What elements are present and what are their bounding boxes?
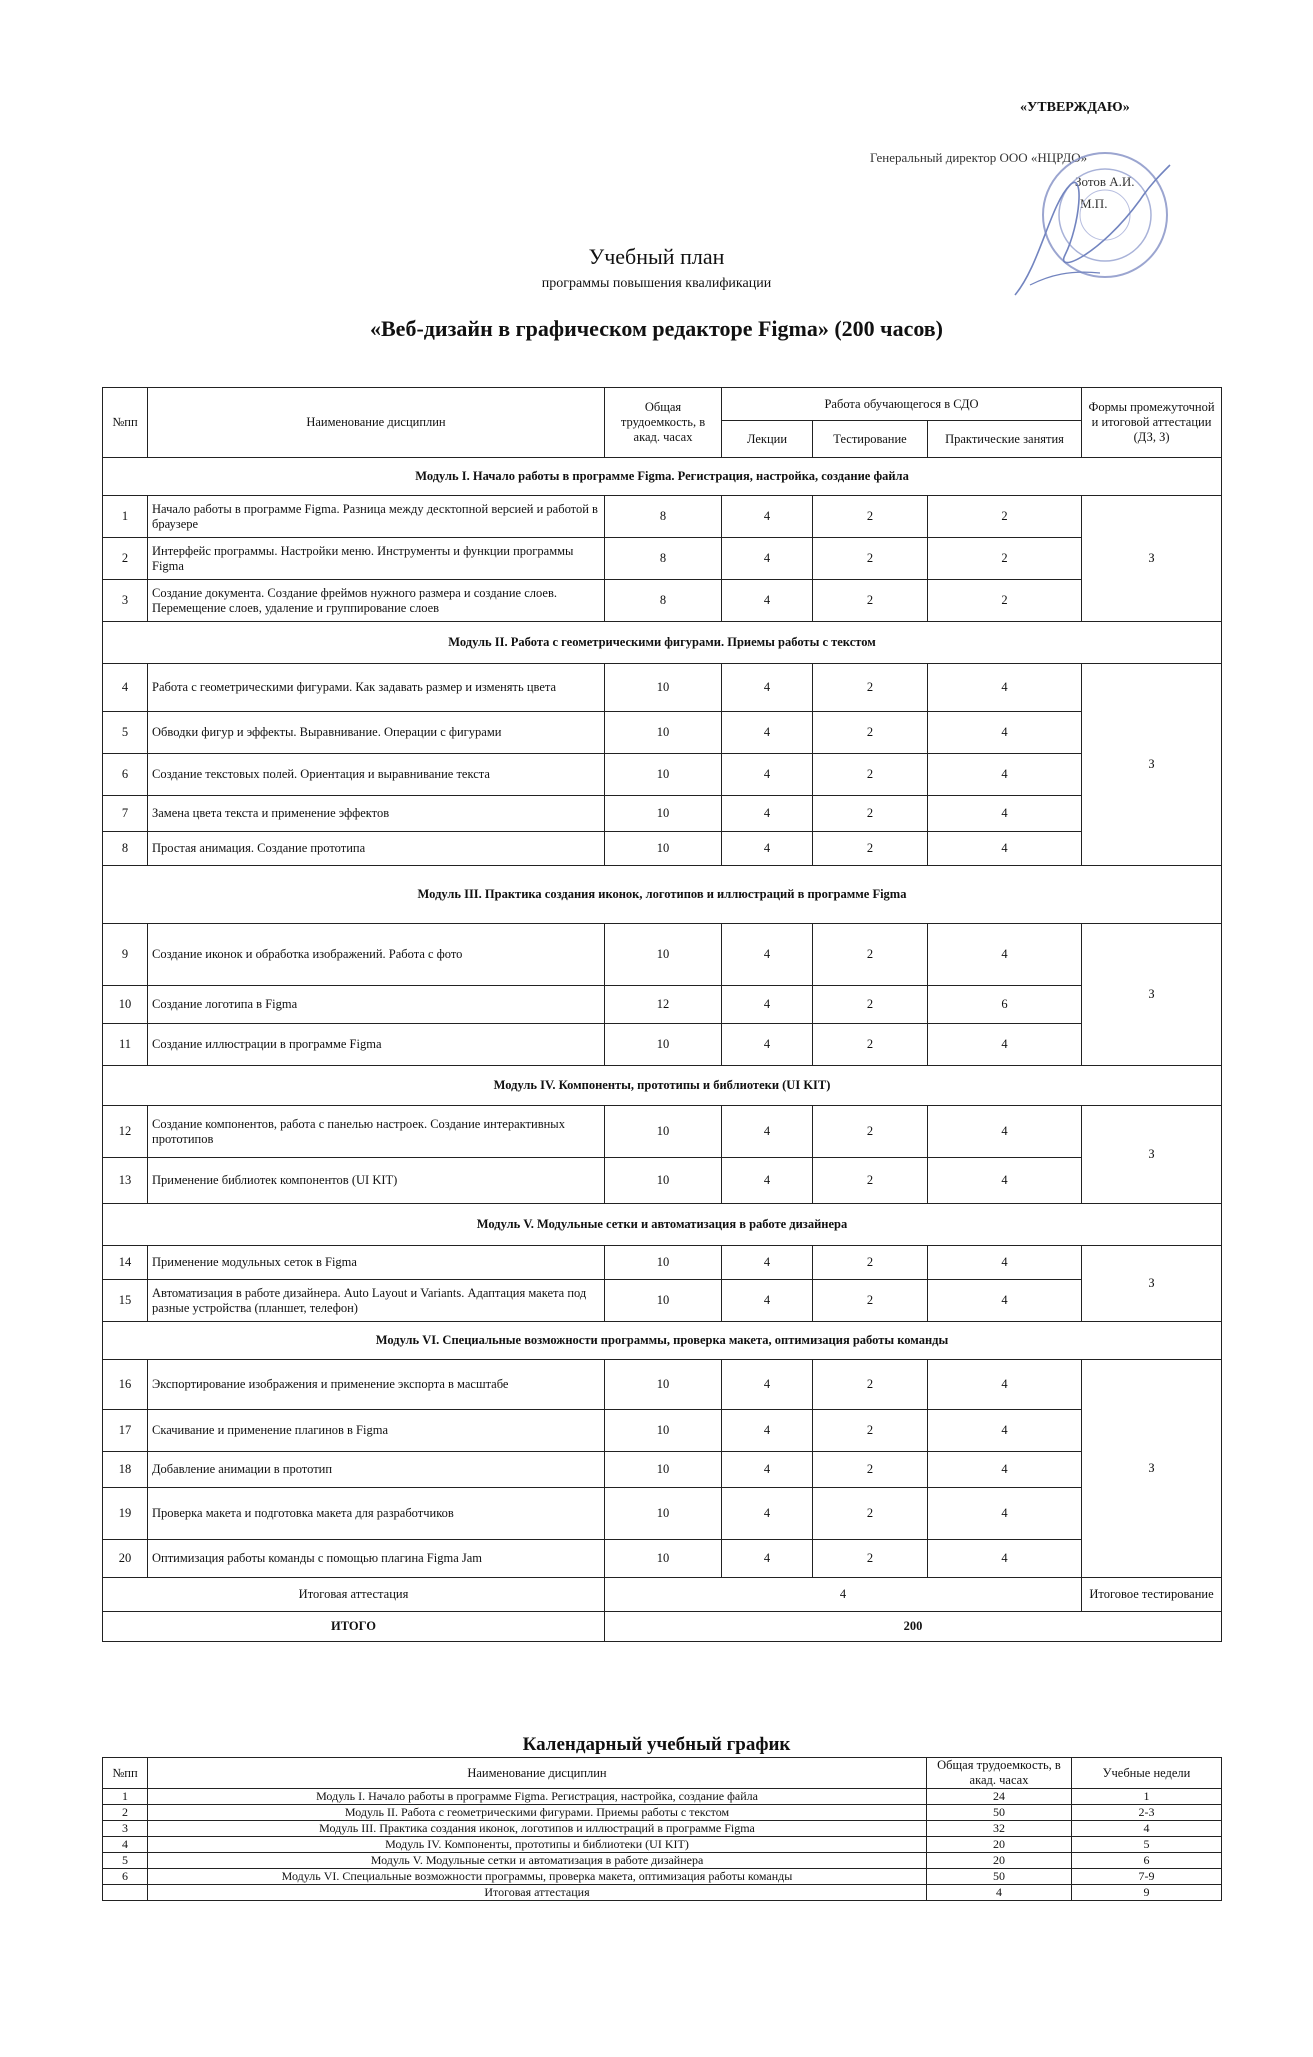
cal-header-weeks: Учебные недели xyxy=(1072,1758,1222,1789)
module-title: Модуль V. Модульные сетки и автоматизация в работе дизайнера xyxy=(103,1204,1222,1246)
cal-weeks: 6 xyxy=(1072,1853,1222,1869)
discipline-name: Экспортирование изображения и применение экспорта в масштабе xyxy=(148,1360,605,1410)
total-hours: 10 xyxy=(605,924,722,986)
lecture-hours: 4 xyxy=(722,832,813,866)
cal-weeks: 9 xyxy=(1072,1885,1222,1901)
lecture-hours: 4 xyxy=(722,986,813,1024)
row-number: 2 xyxy=(103,538,148,580)
cal-weeks: 2-3 xyxy=(1072,1805,1222,1821)
lecture-hours: 4 xyxy=(722,538,813,580)
testing-hours: 2 xyxy=(813,664,928,712)
final-attestation-hours: 4 xyxy=(605,1578,1082,1612)
cal-weeks: 5 xyxy=(1072,1837,1222,1853)
cal-row-number: 3 xyxy=(103,1821,148,1837)
plan-header-work: Работа обучающегося в СДО xyxy=(722,388,1082,421)
document-title: Учебный план xyxy=(588,244,725,269)
plan-header-lectures: Лекции xyxy=(722,421,813,458)
table-row xyxy=(103,1410,1222,1452)
testing-hours: 2 xyxy=(813,1280,928,1322)
attestation-form: З xyxy=(1082,1106,1222,1204)
plan-header-practice: Практические занятия xyxy=(928,421,1082,458)
row-number: 19 xyxy=(103,1488,148,1540)
module-header-row xyxy=(103,1066,1222,1106)
cal-total-hours: 20 xyxy=(927,1837,1072,1853)
testing-hours: 2 xyxy=(813,1488,928,1540)
approval-stamp-place: М.П. xyxy=(1080,196,1108,211)
discipline-name: Добавление анимации в прототип xyxy=(148,1452,605,1488)
table-row xyxy=(103,496,1222,538)
plan-header-num: №пп xyxy=(103,388,148,458)
discipline-name: Простая анимация. Создание прототипа xyxy=(148,832,605,866)
testing-hours: 2 xyxy=(813,538,928,580)
calendar-row xyxy=(103,1885,1222,1901)
calendar-row xyxy=(103,1789,1222,1805)
practice-hours: 2 xyxy=(928,538,1082,580)
testing-hours: 2 xyxy=(813,1540,928,1578)
cal-weeks: 1 xyxy=(1072,1789,1222,1805)
row-number: 9 xyxy=(103,924,148,986)
row-number: 11 xyxy=(103,1024,148,1066)
total-hours: 10 xyxy=(605,1410,722,1452)
cal-total-hours: 50 xyxy=(927,1869,1072,1885)
total-hours: 8 xyxy=(605,538,722,580)
module-title: Модуль I. Начало работы в программе Figma. Регистрация, настройка, создание файла xyxy=(103,458,1222,496)
practice-hours: 4 xyxy=(928,924,1082,986)
testing-hours: 2 xyxy=(813,1024,928,1066)
row-number: 8 xyxy=(103,832,148,866)
module-header-row xyxy=(103,458,1222,496)
plan-header-forms: Формы промежуточной и итоговой аттестации (ДЗ, З) xyxy=(1082,388,1222,458)
cal-row-number: 6 xyxy=(103,1869,148,1885)
table-row xyxy=(103,1106,1222,1158)
row-number: 4 xyxy=(103,664,148,712)
row-number: 3 xyxy=(103,580,148,622)
cal-total-hours: 24 xyxy=(927,1789,1072,1805)
practice-hours: 4 xyxy=(928,1158,1082,1204)
calendar-row xyxy=(103,1821,1222,1837)
row-number: 14 xyxy=(103,1246,148,1280)
discipline-name: Оптимизация работы команды с помощью плагина Figma Jam xyxy=(148,1540,605,1578)
lecture-hours: 4 xyxy=(722,1540,813,1578)
practice-hours: 4 xyxy=(928,1246,1082,1280)
calendar-title: Календарный учебный график xyxy=(522,1734,791,1755)
module-header-row xyxy=(103,1204,1222,1246)
final-attestation-row xyxy=(103,1578,1222,1612)
cal-total-hours: 32 xyxy=(927,1821,1072,1837)
total-hours: 12 xyxy=(605,986,722,1024)
total-hours: 10 xyxy=(605,1246,722,1280)
lecture-hours: 4 xyxy=(722,580,813,622)
program-title: «Веб-дизайн в графическом редакторе Figma» (200 часов) xyxy=(370,316,943,341)
lecture-hours: 4 xyxy=(722,1452,813,1488)
cal-weeks: 4 xyxy=(1072,1821,1222,1837)
row-number: 7 xyxy=(103,796,148,832)
table-row xyxy=(103,1158,1222,1204)
approval-block xyxy=(870,100,1310,250)
total-hours: 10 xyxy=(605,1158,722,1204)
cal-total-hours: 50 xyxy=(927,1805,1072,1821)
practice-hours: 4 xyxy=(928,1106,1082,1158)
discipline-name: Применение модульных сеток в Figma xyxy=(148,1246,605,1280)
table-row xyxy=(103,1452,1222,1488)
row-number: 12 xyxy=(103,1106,148,1158)
module-header-row xyxy=(103,866,1222,924)
discipline-name: Создание документа. Создание фреймов нужного размера и создание слоев. Перемещение слоев, удаление и группирование слоев xyxy=(148,580,605,622)
calendar-table xyxy=(102,1757,1222,1901)
cal-header-name: Наименование дисциплин xyxy=(148,1758,927,1789)
row-number: 5 xyxy=(103,712,148,754)
cal-total-hours: 20 xyxy=(927,1853,1072,1869)
cal-row-number: 1 xyxy=(103,1789,148,1805)
cal-weeks: 7-9 xyxy=(1072,1869,1222,1885)
total-hours: 10 xyxy=(605,1452,722,1488)
practice-hours: 4 xyxy=(928,1360,1082,1410)
testing-hours: 2 xyxy=(813,1452,928,1488)
total-hours: 10 xyxy=(605,1488,722,1540)
attestation-form: З xyxy=(1082,924,1222,1066)
lecture-hours: 4 xyxy=(722,1360,813,1410)
practice-hours: 4 xyxy=(928,1024,1082,1066)
row-number: 6 xyxy=(103,754,148,796)
total-hours: 10 xyxy=(605,754,722,796)
practice-hours: 4 xyxy=(928,832,1082,866)
lecture-hours: 4 xyxy=(722,796,813,832)
total-hours: 8 xyxy=(605,580,722,622)
cal-row-number: 5 xyxy=(103,1853,148,1869)
practice-hours: 2 xyxy=(928,496,1082,538)
cal-module-name: Модуль III. Практика создания иконок, логотипов и иллюстраций в программе Figma xyxy=(148,1821,927,1837)
approval-position: Генеральный директор ООО «НЦРДО» xyxy=(870,150,1088,165)
total-hours: 10 xyxy=(605,1360,722,1410)
calendar-row xyxy=(103,1869,1222,1885)
table-row xyxy=(103,580,1222,622)
plan-header-name: Наименование дисциплин xyxy=(148,388,605,458)
discipline-name: Создание иллюстрации в программе Figma xyxy=(148,1024,605,1066)
testing-hours: 2 xyxy=(813,986,928,1024)
plan-header-total: Общая трудоемкость, в акад. часах xyxy=(605,388,722,458)
lecture-hours: 4 xyxy=(722,664,813,712)
row-number: 18 xyxy=(103,1452,148,1488)
discipline-name: Замена цвета текста и применение эффектов xyxy=(148,796,605,832)
cal-header-num: №пп xyxy=(103,1758,148,1789)
discipline-name: Работа с геометрическими фигурами. Как задавать размер и изменять цвета xyxy=(148,664,605,712)
practice-hours: 4 xyxy=(928,796,1082,832)
total-value: 200 xyxy=(605,1612,1222,1642)
calendar-row xyxy=(103,1805,1222,1821)
practice-hours: 6 xyxy=(928,986,1082,1024)
table-row xyxy=(103,1280,1222,1322)
calendar-row xyxy=(103,1853,1222,1869)
attestation-form: З xyxy=(1082,1360,1222,1578)
discipline-name: Создание иконок и обработка изображений. Работа с фото xyxy=(148,924,605,986)
total-hours: 10 xyxy=(605,712,722,754)
testing-hours: 2 xyxy=(813,754,928,796)
lecture-hours: 4 xyxy=(722,1246,813,1280)
discipline-name: Интерфейс программы. Настройки меню. Инструменты и функции программы Figma xyxy=(148,538,605,580)
row-number: 17 xyxy=(103,1410,148,1452)
cal-module-name: Модуль VI. Специальные возможности программы, проверка макета, оптимизация работы команды xyxy=(148,1869,927,1885)
discipline-name: Создание текстовых полей. Ориентация и выравнивание текста xyxy=(148,754,605,796)
module-title: Модуль III. Практика создания иконок, логотипов и иллюстраций в программе Figma xyxy=(103,866,1222,924)
curriculum-table xyxy=(102,387,1222,1642)
testing-hours: 2 xyxy=(813,1246,928,1280)
module-header-row xyxy=(103,622,1222,664)
cal-module-name: Модуль II. Работа с геометрическими фигурами. Приемы работы с текстом xyxy=(148,1805,927,1821)
cal-row-number xyxy=(103,1885,148,1901)
discipline-name: Начало работы в программе Figma. Разница между десктопной версией и работой в браузере xyxy=(148,496,605,538)
table-row xyxy=(103,1488,1222,1540)
practice-hours: 4 xyxy=(928,1488,1082,1540)
table-row xyxy=(103,1024,1222,1066)
lecture-hours: 4 xyxy=(722,1488,813,1540)
total-hours: 10 xyxy=(605,1280,722,1322)
testing-hours: 2 xyxy=(813,796,928,832)
practice-hours: 4 xyxy=(928,1540,1082,1578)
table-row xyxy=(103,924,1222,986)
testing-hours: 2 xyxy=(813,580,928,622)
cal-total-hours: 4 xyxy=(927,1885,1072,1901)
table-row xyxy=(103,796,1222,832)
practice-hours: 4 xyxy=(928,712,1082,754)
table-row xyxy=(103,1360,1222,1410)
total-row xyxy=(103,1612,1222,1642)
module-header-row xyxy=(103,1322,1222,1360)
cal-module-name: Модуль V. Модульные сетки и автоматизация в работе дизайнера xyxy=(148,1853,927,1869)
lecture-hours: 4 xyxy=(722,1158,813,1204)
table-row xyxy=(103,832,1222,866)
attestation-form: З xyxy=(1082,1246,1222,1322)
testing-hours: 2 xyxy=(813,1158,928,1204)
practice-hours: 4 xyxy=(928,1280,1082,1322)
final-attestation-form: Итоговое тестирование xyxy=(1082,1578,1222,1612)
lecture-hours: 4 xyxy=(722,754,813,796)
cal-row-number: 2 xyxy=(103,1805,148,1821)
document-subtitle: программы повышения квалификации xyxy=(541,276,772,291)
lecture-hours: 4 xyxy=(722,1280,813,1322)
table-row xyxy=(103,986,1222,1024)
practice-hours: 4 xyxy=(928,754,1082,796)
testing-hours: 2 xyxy=(813,1410,928,1452)
table-row xyxy=(103,664,1222,712)
cal-module-name: Итоговая аттестация xyxy=(148,1885,927,1901)
row-number: 1 xyxy=(103,496,148,538)
discipline-name: Создание логотипа в Figma xyxy=(148,986,605,1024)
module-title: Модуль II. Работа с геометрическими фигурами. Приемы работы с текстом xyxy=(103,622,1222,664)
cal-header-total: Общая трудоемкость, в акад. часах xyxy=(927,1758,1072,1789)
discipline-name: Автоматизация в работе дизайнера. Auto Layout и Variants. Адаптация макета под разные устройства (планшет, телефон) xyxy=(148,1280,605,1322)
practice-hours: 2 xyxy=(928,580,1082,622)
plan-header-testing: Тестирование xyxy=(813,421,928,458)
lecture-hours: 4 xyxy=(722,1106,813,1158)
cal-module-name: Модуль IV. Компоненты, прототипы и библиотеки (UI KIT) xyxy=(148,1837,927,1853)
practice-hours: 4 xyxy=(928,664,1082,712)
table-row xyxy=(103,1246,1222,1280)
total-hours: 8 xyxy=(605,496,722,538)
discipline-name: Применение библиотек компонентов (UI KIT) xyxy=(148,1158,605,1204)
attestation-form: З xyxy=(1082,496,1222,622)
total-hours: 10 xyxy=(605,664,722,712)
discipline-name: Скачивание и применение плагинов в Figma xyxy=(148,1410,605,1452)
table-row xyxy=(103,1540,1222,1578)
attestation-form: З xyxy=(1082,664,1222,866)
total-hours: 10 xyxy=(605,1024,722,1066)
final-attestation-label: Итоговая аттестация xyxy=(103,1578,605,1612)
cal-row-number: 4 xyxy=(103,1837,148,1853)
discipline-name: Обводки фигур и эффекты. Выравнивание. Операции с фигурами xyxy=(148,712,605,754)
testing-hours: 2 xyxy=(813,496,928,538)
total-hours: 10 xyxy=(605,796,722,832)
lecture-hours: 4 xyxy=(722,924,813,986)
row-number: 15 xyxy=(103,1280,148,1322)
calendar-row xyxy=(103,1837,1222,1853)
practice-hours: 4 xyxy=(928,1452,1082,1488)
total-hours: 10 xyxy=(605,1106,722,1158)
practice-hours: 4 xyxy=(928,1410,1082,1452)
discipline-name: Создание компонентов, работа с панелью настроек. Создание интерактивных прототипов xyxy=(148,1106,605,1158)
table-row xyxy=(103,754,1222,796)
lecture-hours: 4 xyxy=(722,496,813,538)
testing-hours: 2 xyxy=(813,1106,928,1158)
module-title: Модуль IV. Компоненты, прототипы и библиотеки (UI KIT) xyxy=(103,1066,1222,1106)
testing-hours: 2 xyxy=(813,924,928,986)
discipline-name: Проверка макета и подготовка макета для разработчиков xyxy=(148,1488,605,1540)
lecture-hours: 4 xyxy=(722,1024,813,1066)
lecture-hours: 4 xyxy=(722,712,813,754)
table-row xyxy=(103,538,1222,580)
total-hours: 10 xyxy=(605,1540,722,1578)
table-row xyxy=(103,712,1222,754)
cal-module-name: Модуль I. Начало работы в программе Figma. Регистрация, настройка, создание файла xyxy=(148,1789,927,1805)
row-number: 13 xyxy=(103,1158,148,1204)
approval-name: Зотов А.И. xyxy=(1075,174,1135,189)
row-number: 10 xyxy=(103,986,148,1024)
lecture-hours: 4 xyxy=(722,1410,813,1452)
row-number: 16 xyxy=(103,1360,148,1410)
total-label: ИТОГО xyxy=(103,1612,605,1642)
approval-heading: «УТВЕРЖДАЮ» xyxy=(1020,100,1130,115)
module-title: Модуль VI. Специальные возможности программы, проверка макета, оптимизация работы команды xyxy=(103,1322,1222,1360)
testing-hours: 2 xyxy=(813,1360,928,1410)
total-hours: 10 xyxy=(605,832,722,866)
testing-hours: 2 xyxy=(813,832,928,866)
testing-hours: 2 xyxy=(813,712,928,754)
row-number: 20 xyxy=(103,1540,148,1578)
